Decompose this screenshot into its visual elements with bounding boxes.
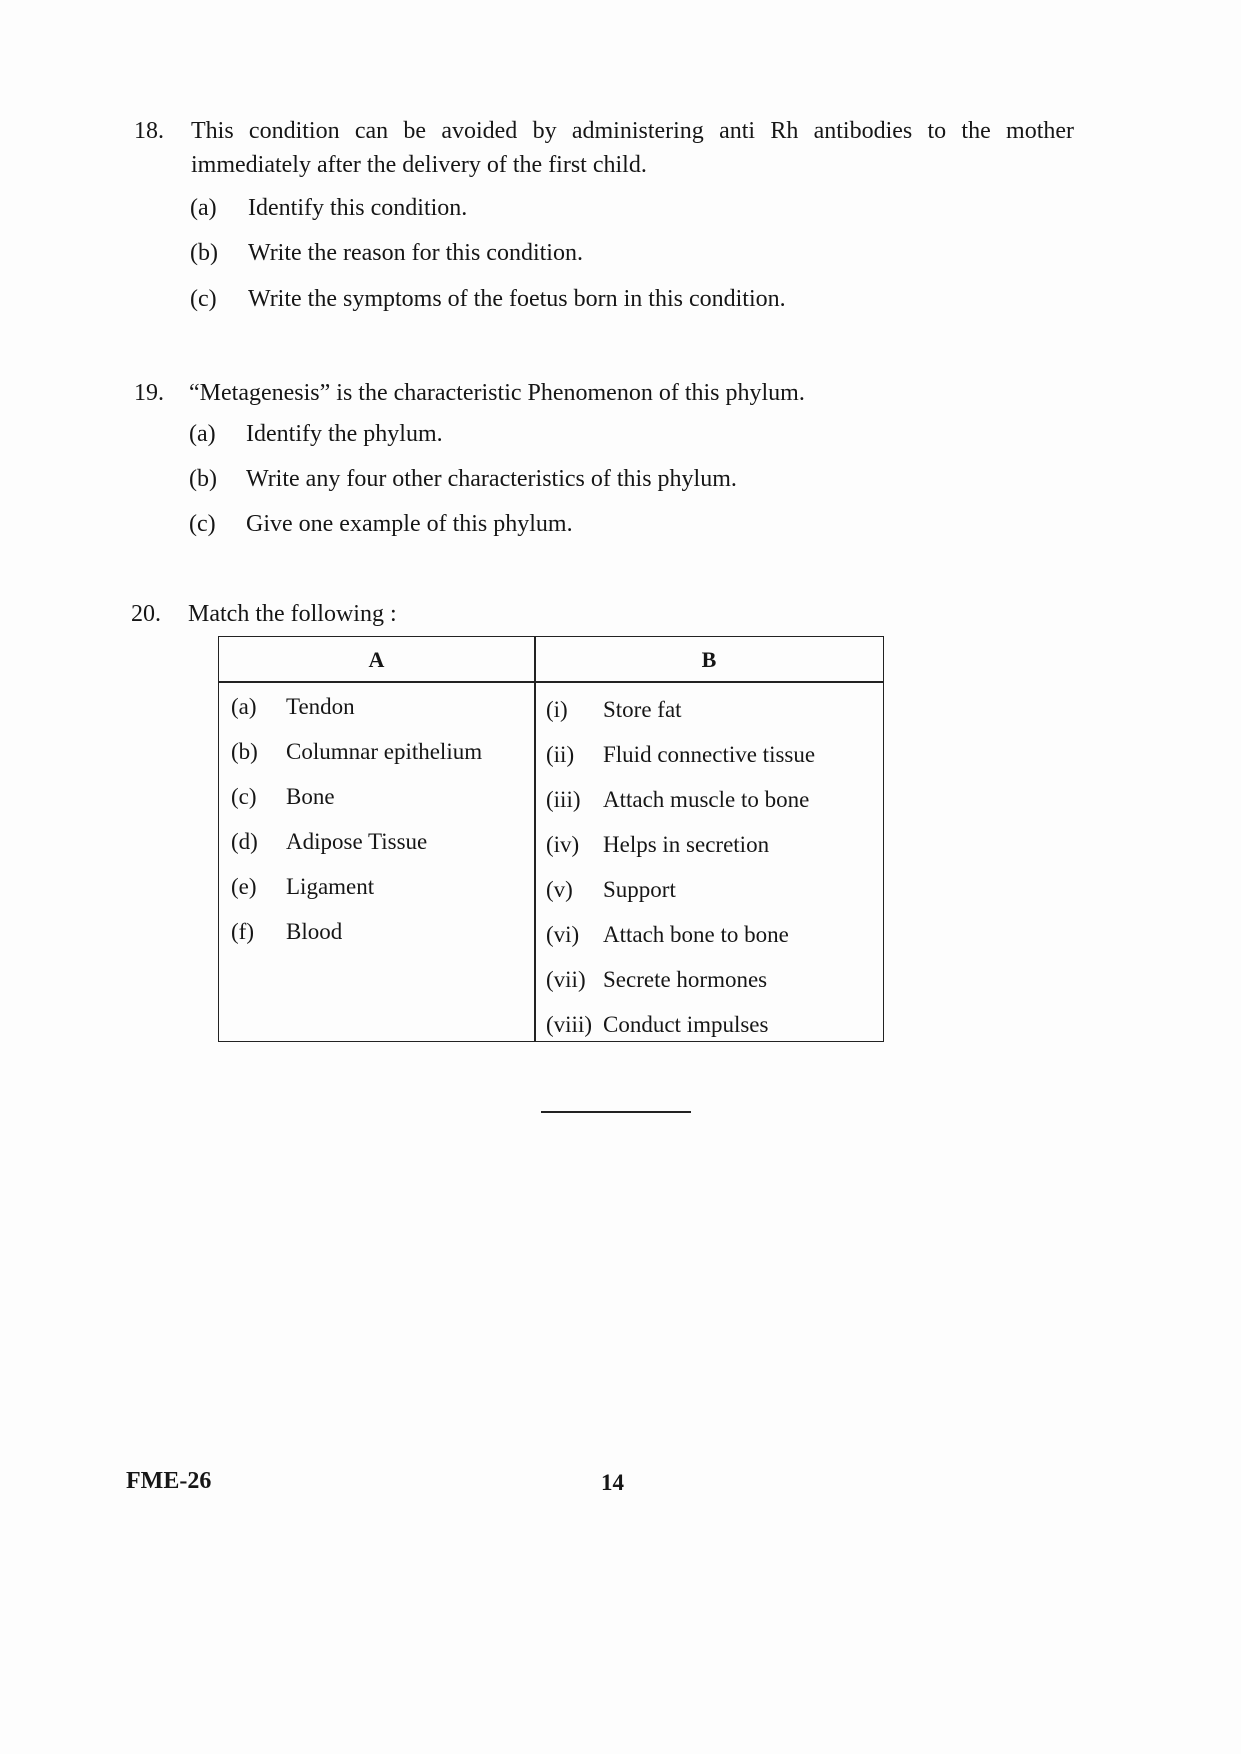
item-label: (i)	[546, 697, 568, 722]
item-text: Columnar epithelium	[286, 739, 483, 764]
part-text: Write any four other characteristics of this phylum.	[246, 466, 737, 492]
item-label: (b)	[231, 739, 258, 764]
question-number: 20.	[131, 601, 161, 627]
part-label: (b)	[189, 466, 217, 492]
item-label: (iv)	[546, 832, 580, 857]
item-label: (c)	[231, 784, 257, 809]
part-text: Write the symptoms of the foetus born in this condition.	[248, 286, 786, 312]
match-table	[218, 636, 884, 1042]
part-label: (b)	[190, 240, 218, 266]
item-text: Fluid connective tissue	[603, 742, 816, 767]
question-text: Match the following :	[188, 601, 397, 627]
column-b-header: B	[701, 647, 717, 672]
paper-code: FME-26	[126, 1468, 212, 1494]
item-label: (v)	[546, 877, 573, 902]
item-label: (iii)	[546, 787, 581, 812]
item-text: Adipose Tissue	[286, 829, 428, 854]
end-of-section-rule	[541, 1111, 691, 1113]
column-a-header: A	[368, 647, 385, 672]
item-text: Support	[603, 877, 676, 902]
item-text: Ligament	[286, 874, 375, 899]
question-number: 18.	[134, 118, 164, 144]
question-text-line-1: This condition can be avoided by administering anti Rh antibodies to the mother	[191, 118, 1074, 144]
part-label: (a)	[190, 195, 217, 221]
item-label: (d)	[231, 829, 258, 854]
item-text: Helps in secretion	[603, 832, 770, 857]
item-label: (f)	[231, 919, 254, 944]
item-text: Secrete hormones	[603, 967, 768, 992]
item-text: Blood	[286, 919, 343, 944]
question-text: “Metagenesis” is the characteristic Phenomenon of this phylum.	[189, 380, 805, 406]
part-label: (a)	[189, 421, 216, 447]
part-text: Identify this condition.	[248, 195, 468, 221]
item-label: (viii)	[546, 1012, 592, 1037]
item-label: (vi)	[546, 922, 580, 947]
item-text: Conduct impulses	[603, 1012, 769, 1037]
page-number: 14	[601, 1470, 624, 1495]
item-text: Attach muscle to bone	[603, 787, 810, 812]
item-text: Attach bone to bone	[603, 922, 789, 947]
question-number: 19.	[134, 380, 164, 406]
item-text: Store fat	[603, 697, 682, 722]
part-label: (c)	[189, 511, 216, 537]
part-text: Identify the phylum.	[246, 421, 443, 447]
item-label: (a)	[231, 694, 257, 719]
item-label: (ii)	[546, 742, 575, 767]
question-text-line-2: immediately after the delivery of the first child.	[191, 152, 647, 178]
header-rule	[219, 681, 883, 683]
item-label: (vii)	[546, 967, 586, 992]
part-label: (c)	[190, 286, 217, 312]
column-divider	[534, 637, 536, 1041]
part-text: Give one example of this phylum.	[246, 511, 573, 537]
part-text: Write the reason for this condition.	[248, 240, 583, 266]
question-text	[191, 114, 1074, 182]
item-text: Tendon	[286, 694, 355, 719]
item-text: Bone	[286, 784, 335, 809]
item-label: (e)	[231, 874, 257, 899]
